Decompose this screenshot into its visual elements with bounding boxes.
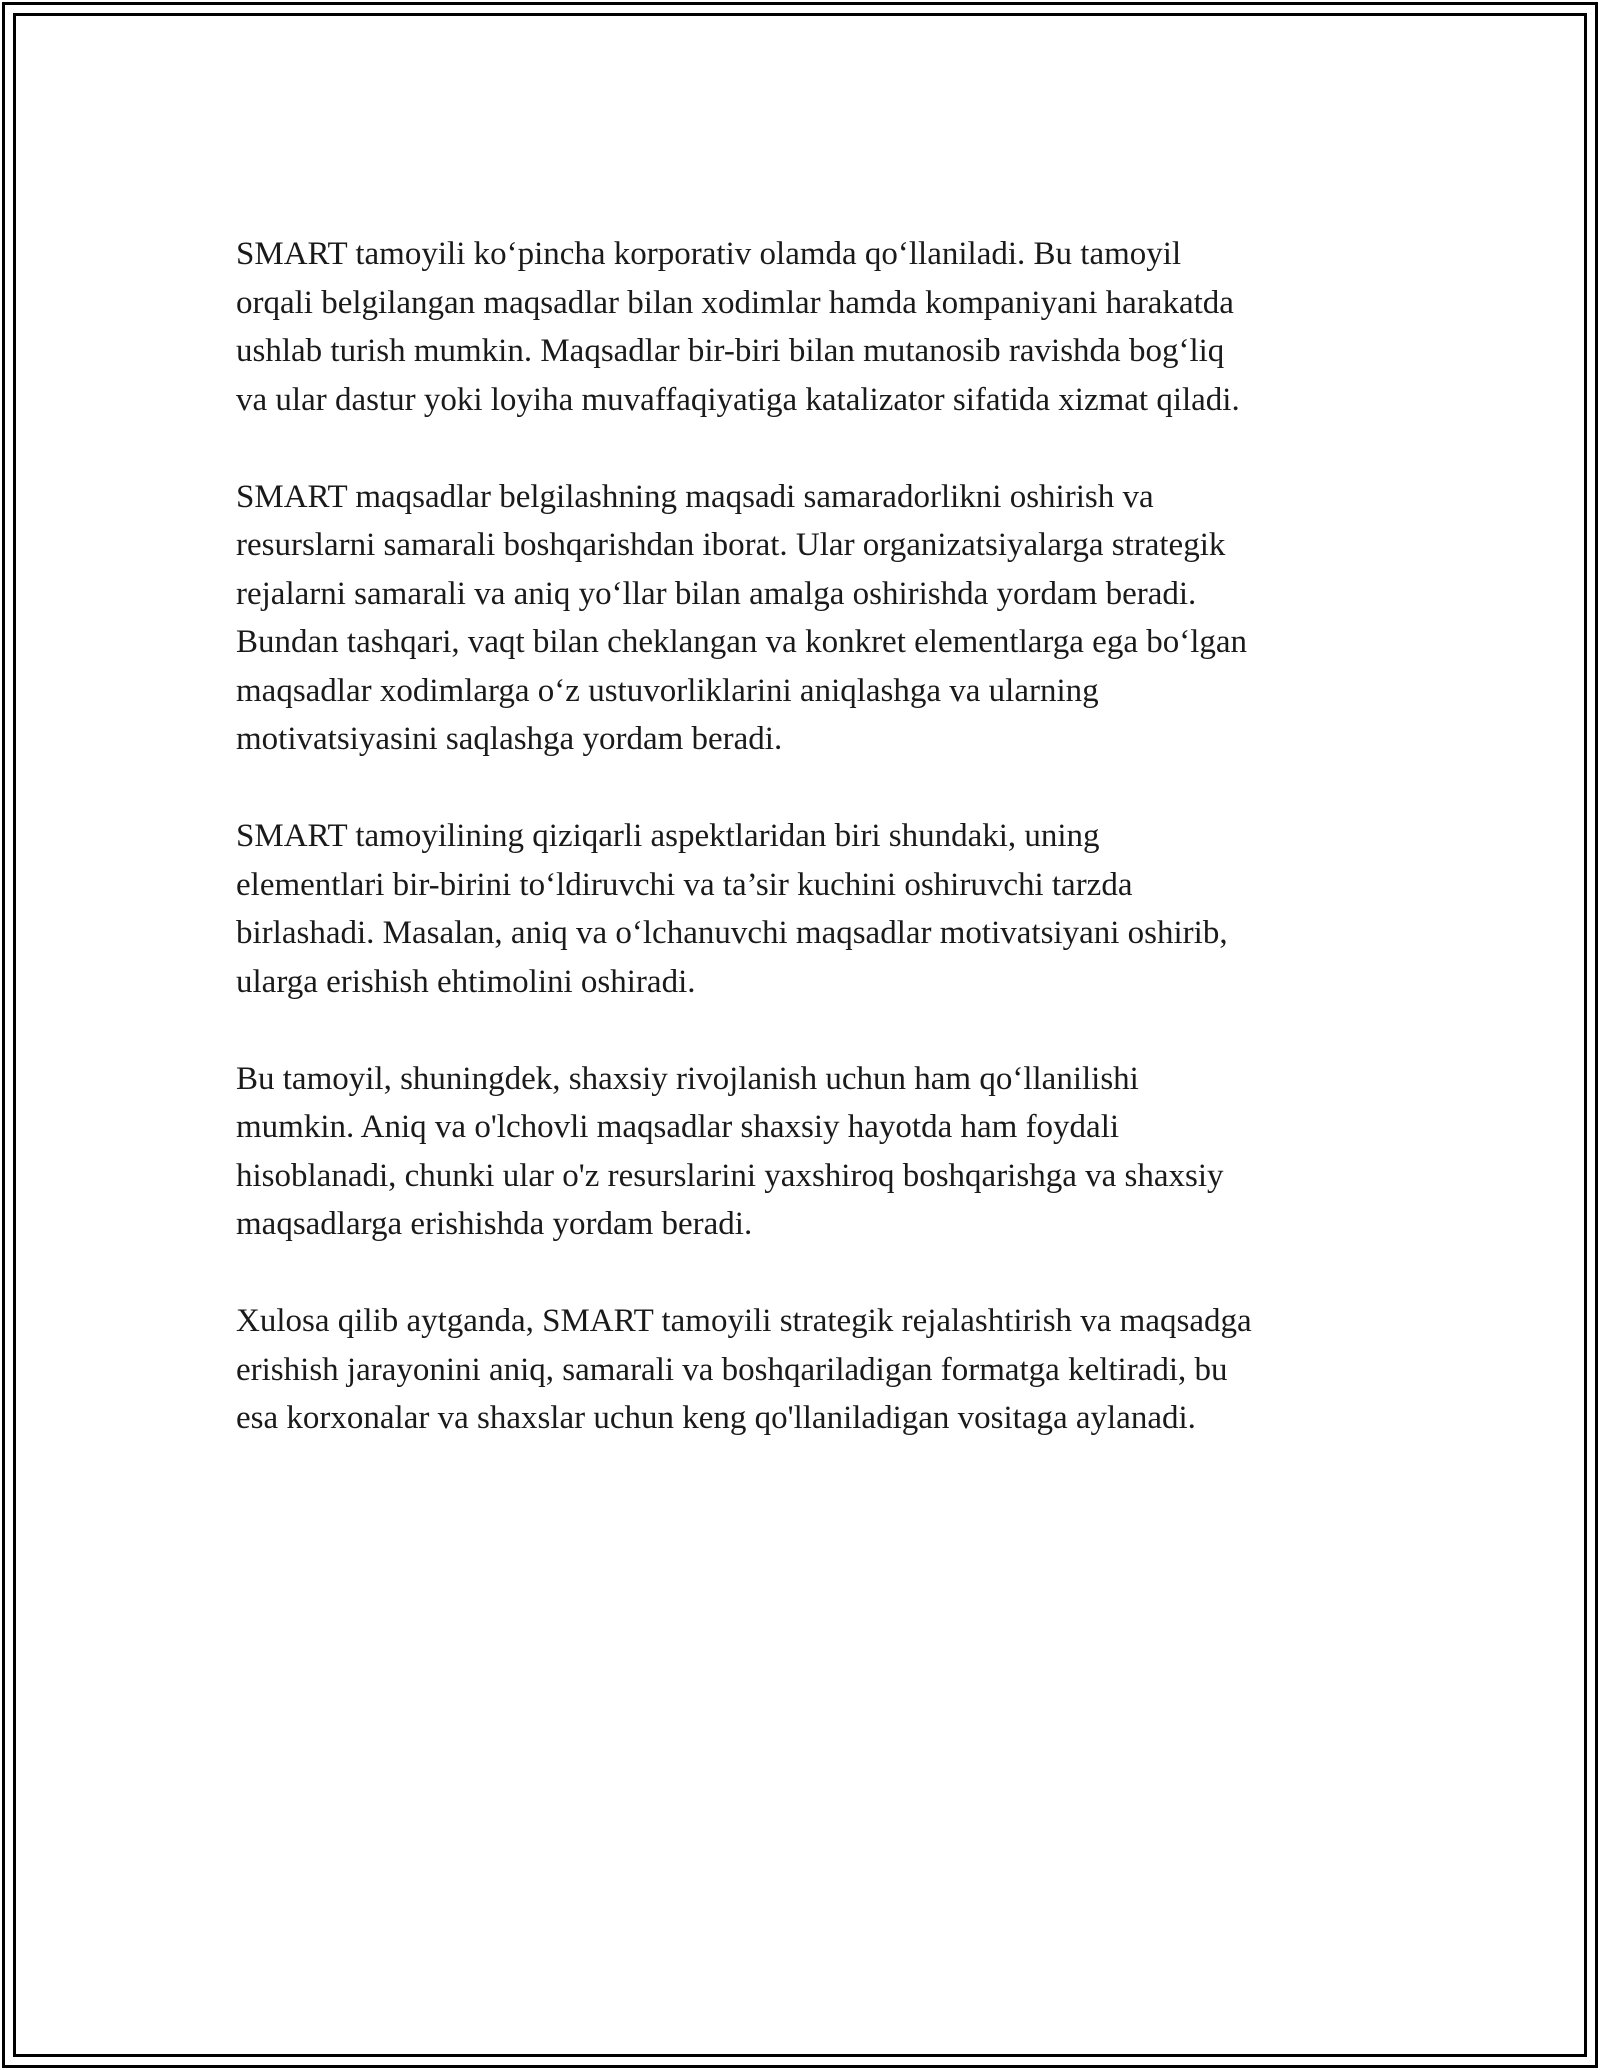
text-line: esa korxonalar va shaxslar uchun keng qo'llaniladigan vositaga aylanadi. <box>236 1400 1196 1436</box>
text-line: birlashadi. Masalan, aniq va o‘lchanuvchi maqsadlar motivatsiyani oshirib, <box>236 915 1228 951</box>
text-line: maqsadlarga erishishda yordam beradi. <box>236 1206 753 1242</box>
paragraph-4 <box>236 1055 1376 1249</box>
text-line: hisoblanadi, chunki ular o'z resurslarini yaxshiroq boshqarishga va shaxsiy <box>236 1157 1224 1194</box>
text-line: SMART maqsadlar belgilashning maqsadi samaradorlikni oshirish va <box>236 478 1154 515</box>
text-line: ushlab turish mumkin. Maqsadlar bir-biri bilan mutanosib ravishda bog‘liq <box>236 333 1225 369</box>
text-line: ularga erishish ehtimolini oshiradi. <box>236 963 696 1000</box>
paragraph-5 <box>236 1297 1376 1443</box>
text-line: Bundan tashqari, vaqt bilan cheklangan va konkret elementlarga ega bo‘lgan <box>236 624 1248 660</box>
document-body <box>236 230 1376 1491</box>
text-line: mumkin. Aniq va o'lchovli maqsadlar shaxsiy hayotda ham foydali <box>236 1109 1120 1145</box>
text-line: Xulosa qilib aytganda, SMART tamoyili strategik rejalashtirish va maqsadga <box>236 1303 1252 1339</box>
paragraph-3 <box>236 812 1376 1006</box>
text-line: rejalarni samarali va aniq yo‘llar bilan amalga oshirishda yordam beradi. <box>236 575 1197 612</box>
text-line: SMART tamoyili ko‘pincha korporativ olamda qo‘llaniladi. Bu tamoyil <box>236 236 1182 272</box>
text-line: maqsadlar xodimlarga o‘z ustuvorliklarini aniqlashga va ularning <box>236 672 1099 709</box>
text-line: motivatsiyasini saqlashga yordam beradi. <box>236 721 783 757</box>
text-line: orqali belgilangan maqsadlar bilan xodimlar hamda kompaniyani harakatda <box>236 284 1234 321</box>
text-line: elementlari bir-birini to‘ldiruvchi va ta’sir kuchini oshiruvchi tarzda <box>236 866 1133 903</box>
text-line: Bu tamoyil, shuningdek, shaxsiy rivojlanish uchun ham qo‘llanilishi <box>236 1060 1139 1097</box>
paragraph-1 <box>236 230 1376 424</box>
text-line: resurslarni samarali boshqarishdan iborat. Ular organizatsiyalarga strategik <box>236 527 1226 563</box>
paragraph-2 <box>236 473 1376 764</box>
text-line: va ular dastur yoki loyiha muvaffaqiyatiga katalizator sifatida xizmat qiladi. <box>236 381 1240 418</box>
text-line: erishish jarayonini aniq, samarali va boshqariladigan formatga keltiradi, bu <box>236 1351 1228 1388</box>
text-line: SMART tamoyilining qiziqarli aspektlaridan biri shundaki, uning <box>236 818 1100 854</box>
